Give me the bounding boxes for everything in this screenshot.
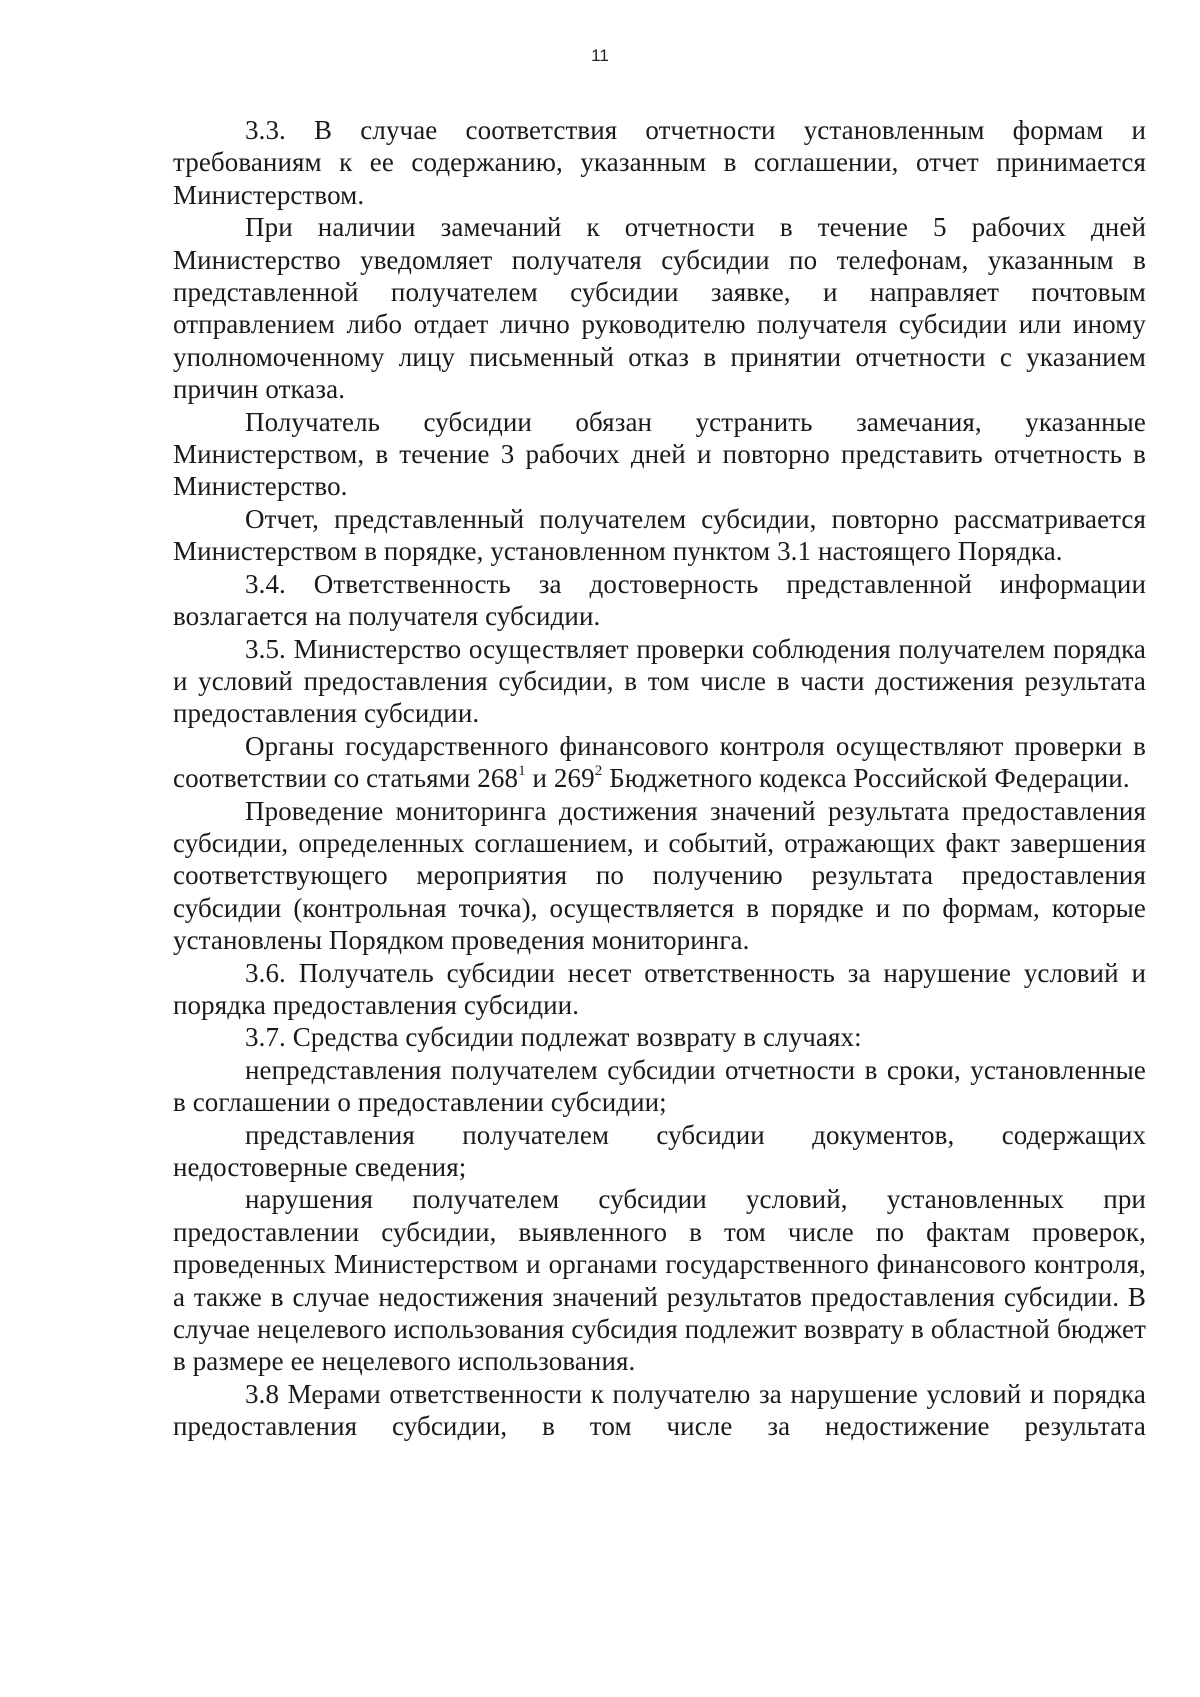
page-number: 11 [591,46,609,65]
superscript-2: 2 [594,763,603,780]
document-body [173,114,1146,1443]
paragraph-remarks: При наличии замечаний к отчетности в течение 5 рабочих дней Министерство уведомляет получателя субсидии по телефонам, указанным в представленной получателем субсидии заявке, и направляет почтовым отправлением либо отдает лично руководителю получателя субсидии или иному уполномоченному лицу письменный отказ в принятии отчетности с указанием причин отказа. [173,212,1146,405]
paragraph-case-false-docs: представления получателем субсидии документов, содержащих недостоверные сведения; [173,1119,1146,1182]
paragraph-3-8: 3.8 Мерами ответственности к получателю за нарушение условий и порядка предоставления субсидии, в том числе за недостижение результата [173,1378,1146,1442]
paragraph-case-violation: нарушения получателем субсидии условий, установленных при предоставлении субсидии, выявленного в том числе по фактам проверок, проведенных Министерством и органами государственного финансового контроля, а также в случае недостижения значений результатов предоставления субсидии. В случае нецелевого использования субсидия подлежит возврату в областной бюджет в размере ее нецелевого использования. [173,1184,1146,1377]
superscript-1: 1 [518,763,526,780]
paragraph-3-5: 3.5. Министерство осуществляет проверки соблюдения получателем порядка и условий предоставления субсидии, в том числе в части достижения результата предоставления субсидии. [173,633,1146,729]
paragraph-3-6: 3.6. Получатель субсидии несет ответственность за нарушение условий и порядка предоставления субсидии. [173,957,1146,1020]
paragraph-3-7: 3.7. Средства субсидии подлежат возврату в случаях: [245,1022,862,1053]
control-text-middle: и 269 [525,763,595,794]
paragraph-resubmission: Отчет, представленный получателем субсидии, повторно рассматривается Министерством в порядке, установленном пунктом 3.1 настоящего Порядка. [173,503,1146,567]
control-text-before: Органы государственного финансового контроля осуществляют проверки в соответствии со статьями 268 [173,730,1146,794]
paragraph-3-4: 3.4. Ответственность за достоверность представленной информации возлагается на получателя субсидии. [173,568,1146,632]
paragraph-case-no-report: непредставления получателем субсидии отчетности в сроки, установленные в соглашении о предоставлении субсидии; [173,1054,1146,1118]
control-text-after: Бюджетного кодекса Российской Федерации. [602,763,1130,794]
paragraph-obligation: Получатель субсидии обязан устранить замечания, указанные Министерством, в течение 3 рабочих дней и повторно представить отчетность в Министерство. [173,406,1146,502]
paragraph-3-3: 3.3. В случае соответствия отчетности установленным формам и требованиям к ее содержанию, указанным в соглашении, отчет принимается Министерством. [173,115,1146,210]
paragraph-monitoring: Проведение мониторинга достижения значений результата предоставления субсидии, определенных соглашением, и событий, отражающих факт завершения соответствующего мероприятия по получению результата предоставления субсидии (контрольная точка), осуществляется в порядке и по формам, которые установлены Порядком проведения мониторинга. [173,795,1146,956]
paragraph-financial-control [173,730,1146,795]
